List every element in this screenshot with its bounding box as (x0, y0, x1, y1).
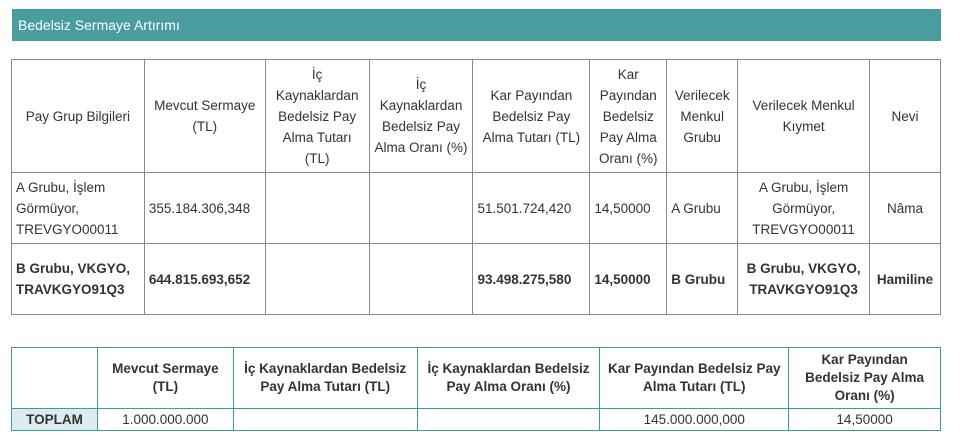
header-cell (12, 348, 98, 409)
table-cell: Nâma (870, 173, 941, 244)
header-cell: İç Kaynaklardan Bedelsiz Pay Alma Tutarı (TL) (265, 60, 369, 173)
table-cell (417, 409, 600, 431)
header-cell: Kar Payından Bedelsiz Pay Alma Tutarı (TL) (600, 348, 789, 409)
table-cell: 1.000.000.000 (97, 409, 233, 431)
table-cell: Hamiline (870, 244, 941, 315)
share-group-table (11, 59, 941, 315)
table-cell: 644.815.693,652 (144, 244, 265, 315)
header-cell: Kar Payından Bedelsiz Pay Alma Oranı (%) (590, 60, 667, 173)
header-cell: İç Kaynaklardan Bedelsiz Pay Alma Oranı (%) (417, 348, 600, 409)
table-cell: A Grubu, İşlem Görmüyor, TREVGYO00011 (738, 173, 870, 244)
table-cell: A Grubu, İşlem Görmüyor, TREVGYO00011 (12, 173, 145, 244)
table-row (12, 173, 941, 244)
section-title: Bedelsiz Sermaye Artırımı (12, 9, 941, 41)
table-cell (265, 244, 369, 315)
table-cell: 14,50000 (590, 244, 667, 315)
table-cell: 355.184.306,348 (144, 173, 265, 244)
table-cell: 51.501.724,420 (473, 173, 590, 244)
summary-table (11, 347, 941, 431)
table-cell: 93.498.275,580 (473, 244, 590, 315)
table-header-row (12, 60, 941, 173)
table-cell: A Grubu (667, 173, 738, 244)
header-cell: Kar Payından Bedelsiz Pay Alma Oranı (%) (789, 348, 941, 409)
table-cell (369, 173, 473, 244)
header-cell: İç Kaynaklardan Bedelsiz Pay Alma Oranı (%) (369, 60, 473, 173)
table-cell: 14,50000 (590, 173, 667, 244)
table-cell: B Grubu, VKGYO, TRAVKGYO91Q3 (12, 244, 145, 315)
table-cell: B Grubu (667, 244, 738, 315)
table-cell (265, 173, 369, 244)
table-cell: B Grubu, VKGYO, TRAVKGYO91Q3 (738, 244, 870, 315)
header-cell: Pay Grup Bilgileri (12, 60, 145, 173)
summary-row (12, 409, 941, 431)
summary-header-row (12, 348, 941, 409)
header-cell: İç Kaynaklardan Bedelsiz Pay Alma Tutarı (TL) (233, 348, 417, 409)
table-cell: 145.000.000,000 (600, 409, 789, 431)
table-cell (369, 244, 473, 315)
table-cell: 14,50000 (789, 409, 941, 431)
table-row (12, 244, 941, 315)
header-cell: Nevi (870, 60, 941, 173)
header-cell: Verilecek Menkul Grubu (667, 60, 738, 173)
total-label: TOPLAM (12, 409, 98, 431)
header-cell: Verilecek Menkul Kıymet (738, 60, 870, 173)
header-cell: Mevcut Sermaye (TL) (97, 348, 233, 409)
table-cell (233, 409, 417, 431)
header-cell: Kar Payından Bedelsiz Pay Alma Tutarı (TL) (473, 60, 590, 173)
header-cell: Mevcut Sermaye (TL) (144, 60, 265, 173)
